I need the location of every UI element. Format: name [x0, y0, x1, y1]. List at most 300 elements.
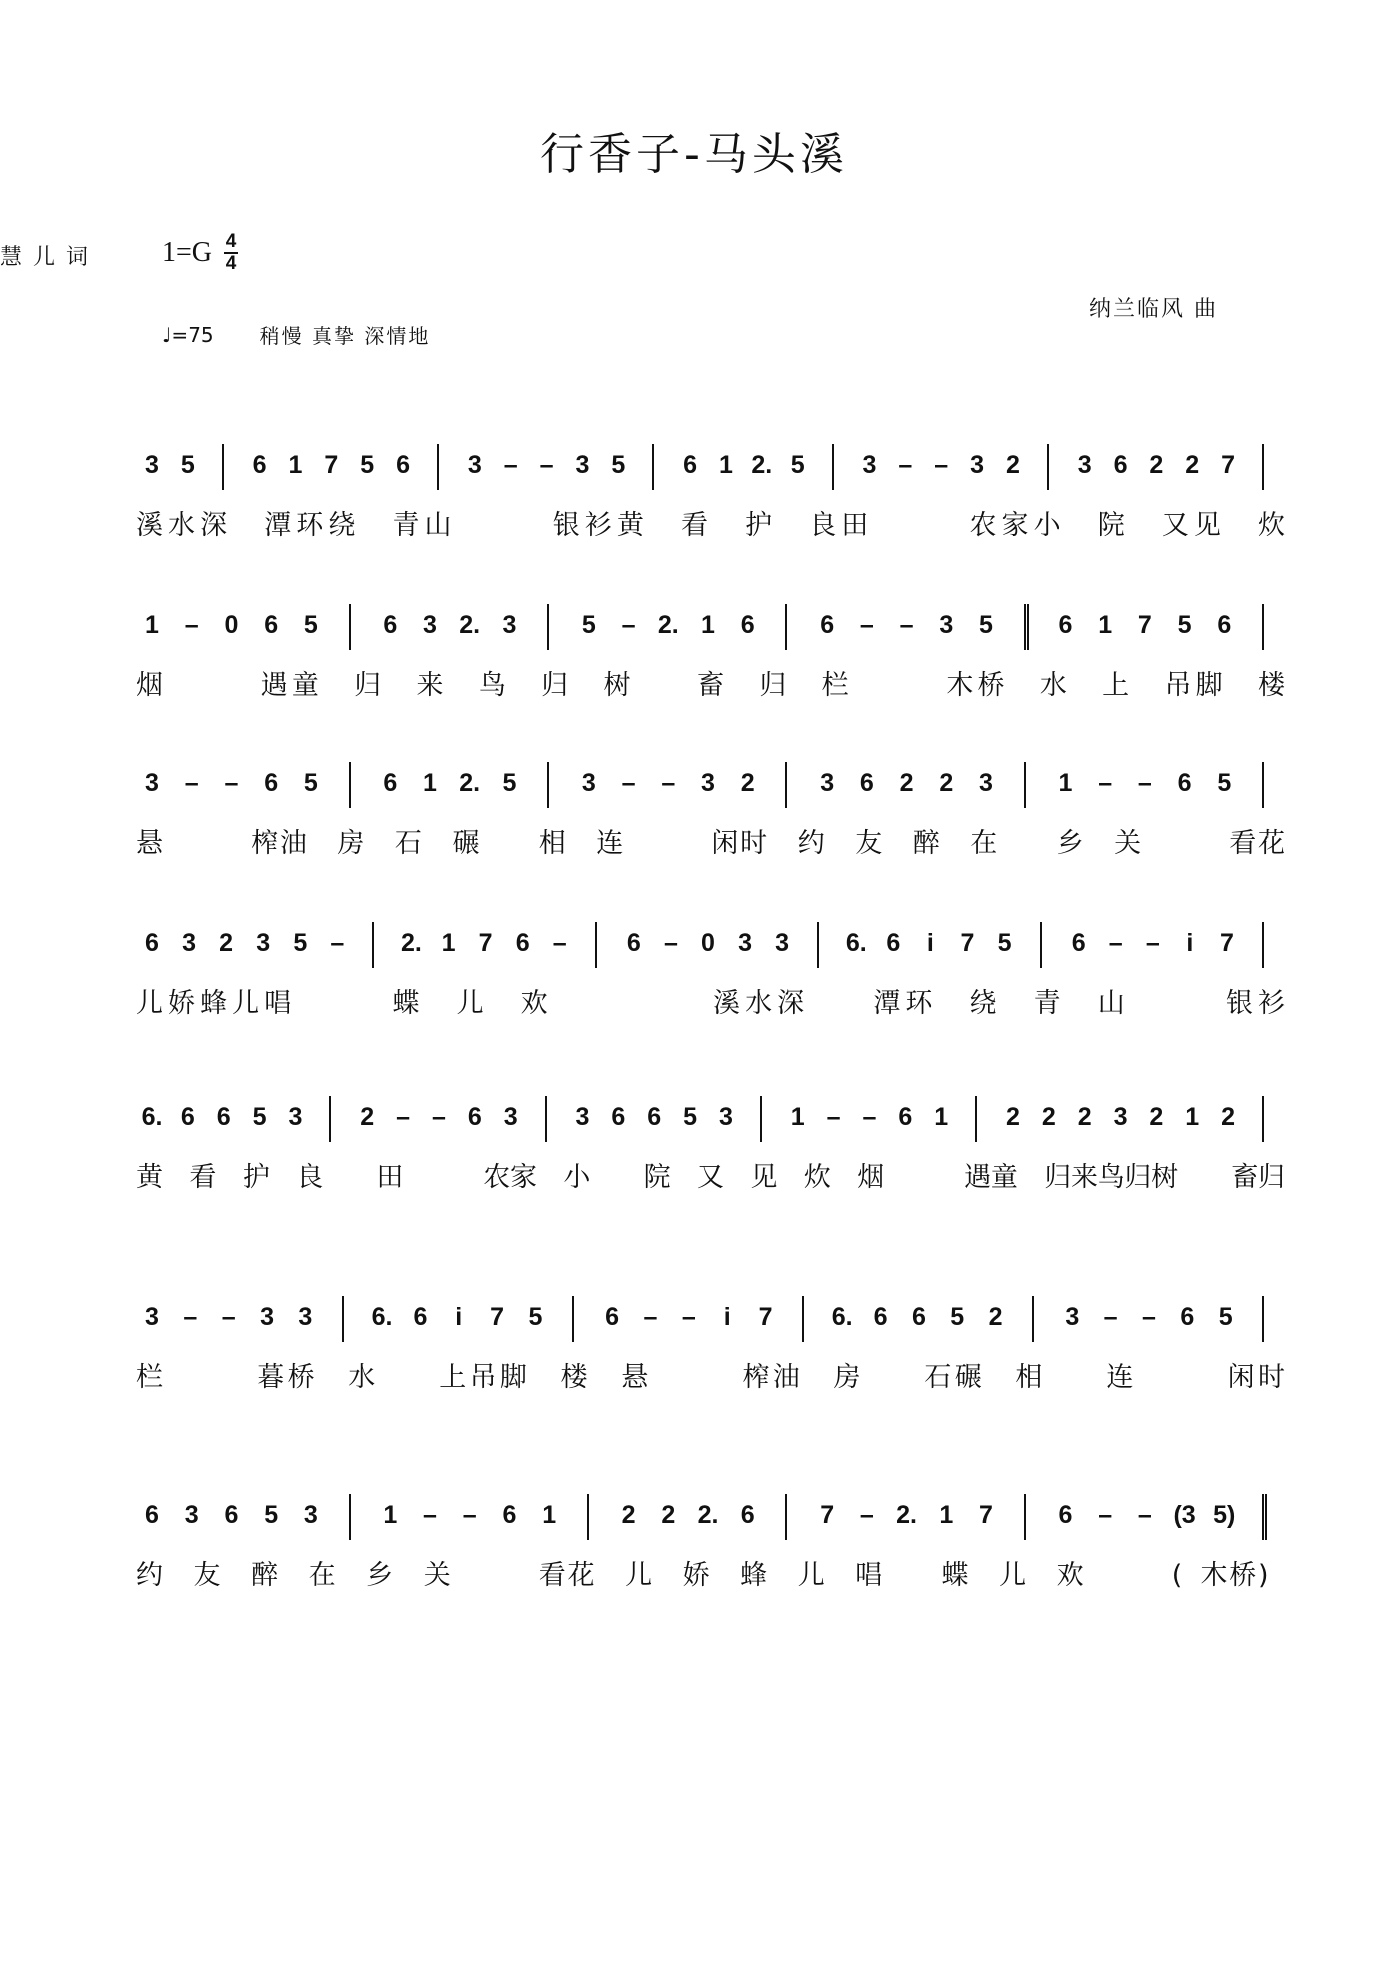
note: 5 — [264, 1501, 279, 1529]
note: 1 — [441, 929, 456, 957]
note: (3 — [1173, 1501, 1196, 1529]
note: – — [1137, 769, 1152, 797]
lyric-char: 归 — [541, 670, 569, 701]
note: 5 — [303, 769, 318, 797]
note: 6 — [145, 1501, 159, 1529]
note: 5 — [979, 611, 993, 639]
note: 2 — [1041, 1103, 1056, 1131]
lyric-char: 脚 — [1195, 670, 1223, 701]
lyric-char: 在 — [970, 828, 998, 859]
lyric-char: 水 — [168, 510, 196, 541]
note: – — [934, 451, 949, 479]
note: 6 — [264, 611, 279, 639]
note: 6 — [1180, 1303, 1195, 1331]
lyric-char: 蜂 — [200, 988, 228, 1019]
note: 5 — [360, 451, 375, 479]
lyric-char: 吊 — [1164, 670, 1192, 701]
lyric-char: 闲 — [711, 828, 739, 859]
note: – — [462, 1501, 477, 1529]
note: 6 — [911, 1303, 926, 1331]
lyrics-row — [0, 824, 1388, 868]
barline — [1040, 922, 1042, 968]
note: 3 — [575, 451, 590, 479]
note: 2 — [1005, 1103, 1020, 1131]
lyric-char: 又 — [697, 1162, 724, 1193]
lyric-char: 碾 — [954, 1362, 982, 1393]
note: 1 — [1098, 611, 1113, 639]
lyric-char: 悬 — [136, 828, 163, 859]
lyric-char: 归 — [1258, 1162, 1285, 1193]
note: 1 — [1185, 1103, 1200, 1131]
notes-row — [0, 758, 1388, 818]
lyric-char: 桥 — [977, 670, 1005, 701]
note: 1 — [718, 451, 733, 479]
note: 5 — [1217, 769, 1232, 797]
note: 2. — [751, 451, 773, 479]
lyric-char: 欢 — [520, 988, 548, 1019]
note: 6 — [1113, 451, 1128, 479]
barline — [817, 922, 819, 968]
note: 5 — [997, 929, 1012, 957]
lyric-char: 黄 — [616, 510, 644, 541]
note: – — [1098, 769, 1113, 797]
note: 1 — [1058, 769, 1073, 797]
note: 7 — [979, 1501, 993, 1529]
note: 5 — [293, 929, 308, 957]
note: 5 — [303, 611, 318, 639]
note: 3 — [820, 769, 835, 797]
lyric-char: 关 — [423, 1560, 451, 1591]
lyric-char: 护 — [242, 1162, 270, 1193]
expression-mark: 稍慢 真挚 深情地 — [259, 324, 431, 348]
lyric-char: 遇 — [260, 670, 288, 701]
note: – — [221, 1303, 236, 1331]
lyric-char: 儿 — [999, 1560, 1027, 1591]
note: 3 — [467, 451, 482, 479]
barline — [1024, 1494, 1026, 1540]
lyric-char: 花 — [567, 1560, 595, 1591]
note: 6 — [515, 929, 530, 957]
barline — [547, 762, 549, 808]
lyric-char: 烟 — [136, 670, 163, 701]
barline — [802, 1296, 804, 1342]
score-system — [0, 918, 1388, 1038]
note: 6 — [224, 1501, 239, 1529]
lyric-char: 遇 — [964, 1162, 992, 1193]
score-title: 行香子-马头溪 — [540, 129, 848, 180]
lyric-char: 娇 — [682, 1560, 710, 1591]
lyric-char: 来 — [1071, 1162, 1098, 1193]
lyric-char: 连 — [1106, 1362, 1134, 1393]
note: 3 — [979, 769, 993, 797]
barline — [349, 1494, 351, 1540]
note: 0 — [701, 929, 715, 957]
lyric-char: 深 — [200, 510, 228, 541]
note: 3 — [288, 1103, 303, 1131]
score-system — [0, 1292, 1388, 1412]
barline — [595, 922, 597, 968]
note: 3 — [738, 929, 753, 957]
lyrics-row — [0, 1358, 1388, 1402]
notes-row — [0, 1292, 1388, 1352]
note: 1 — [145, 611, 159, 639]
lyric-char: 乡 — [1056, 828, 1084, 859]
lyric-char: 蜂 — [740, 1560, 768, 1591]
lyric-char: 来 — [416, 670, 444, 701]
lyric-char: 烟 — [857, 1162, 885, 1193]
barline — [785, 604, 787, 650]
lyric-char: 山 — [1097, 988, 1125, 1019]
note: – — [899, 611, 914, 639]
lyric-char: 在 — [308, 1560, 336, 1591]
lyric-char: 院 — [1097, 510, 1125, 541]
note: 7 — [478, 929, 493, 957]
note: – — [826, 1103, 841, 1131]
lyric-char: 娇 — [168, 988, 196, 1019]
notes-row — [0, 1092, 1388, 1152]
note: 3 — [145, 451, 159, 479]
note: 2 — [661, 1501, 676, 1529]
note: 7 — [490, 1303, 505, 1331]
lyric-char: 衫 — [1258, 988, 1285, 1019]
lyric-char: 鸟 — [478, 670, 506, 701]
lyric-char: 童 — [291, 670, 319, 701]
lyric-char: 儿 — [136, 988, 163, 1019]
note: 3 — [970, 451, 984, 479]
note: 6 — [1058, 611, 1073, 639]
barline — [545, 1096, 547, 1142]
note: 6. — [845, 929, 867, 957]
lyric-char: 银 — [1225, 988, 1253, 1019]
lyric-char: 吊 — [469, 1362, 497, 1393]
lyric-char: 闲 — [1227, 1362, 1255, 1393]
note: 3 — [145, 1303, 159, 1331]
note: 6 — [611, 1103, 626, 1131]
note: 6. — [371, 1303, 393, 1331]
notes-row — [0, 600, 1388, 660]
note: 7 — [1137, 611, 1152, 639]
barline — [1047, 444, 1049, 490]
note: – — [862, 1103, 877, 1131]
note: 7 — [1221, 451, 1236, 479]
note: 6 — [180, 1103, 195, 1131]
note: 6 — [145, 929, 159, 957]
lyric-char: 儿 — [797, 1560, 825, 1591]
note: 6 — [740, 611, 755, 639]
note: 1 — [542, 1501, 557, 1529]
notes-row — [0, 440, 1388, 500]
score-system — [0, 1092, 1388, 1212]
note: 3 — [939, 611, 954, 639]
lyric-char: 相 — [538, 828, 566, 859]
note: – — [1142, 1303, 1156, 1331]
lyric-char: 油 — [772, 1362, 800, 1393]
lyric-char: 见 — [1193, 510, 1221, 541]
lyric-char: 青 — [392, 510, 420, 541]
lyric-char: 唱 — [855, 1560, 883, 1591]
note: 6 — [859, 769, 874, 797]
lyric-char: 约 — [797, 828, 825, 859]
note: 1 — [288, 451, 303, 479]
tempo-marking — [162, 320, 430, 349]
lyric-char: 深 — [777, 988, 805, 1019]
note: – — [184, 611, 199, 639]
note: 2 — [1005, 451, 1020, 479]
note: 2 — [899, 769, 914, 797]
lyric-char: 榨 — [742, 1362, 770, 1393]
barline — [572, 1296, 574, 1342]
lyric-char: 关 — [1114, 828, 1142, 859]
barline — [785, 762, 787, 808]
lyric-char: 相 — [1015, 1362, 1043, 1393]
note: 3 — [303, 1501, 318, 1529]
note: 2 — [360, 1103, 375, 1131]
key-label: 1=G — [162, 237, 213, 268]
lyric-char: 友 — [193, 1560, 221, 1591]
lyric-char: 桥 — [1229, 1560, 1257, 1591]
note: – — [621, 769, 636, 797]
note: 2 — [621, 1501, 636, 1529]
barline — [372, 922, 374, 968]
note: 5 — [180, 451, 195, 479]
note: 6 — [886, 929, 901, 957]
note: 3 — [298, 1303, 313, 1331]
note: 6 — [252, 451, 267, 479]
note: 6 — [626, 929, 641, 957]
lyric-char: 归 — [1044, 1162, 1072, 1193]
lyric-char: 家 — [1001, 510, 1029, 541]
lyric-char: 水 — [348, 1362, 376, 1393]
note: 3 — [1065, 1303, 1080, 1331]
score-system — [0, 600, 1388, 720]
note: – — [859, 1501, 874, 1529]
note: – — [423, 1501, 437, 1529]
note: 2 — [1077, 1103, 1092, 1131]
repeat-barline — [1024, 604, 1035, 650]
note: – — [330, 929, 345, 957]
note: 5 — [790, 451, 805, 479]
note: 2. — [657, 611, 679, 639]
note: 6 — [873, 1303, 888, 1331]
lyric-char: 醉 — [912, 828, 940, 859]
lyric-char: 潭 — [264, 510, 292, 541]
barline — [832, 444, 834, 490]
note: – — [621, 611, 636, 639]
note: 1 — [383, 1501, 398, 1529]
lyric-char: 看 — [680, 510, 708, 541]
lyric-char: 水 — [1039, 670, 1067, 701]
note: 7 — [820, 1501, 835, 1529]
note: 3 — [503, 1103, 518, 1131]
note: 5 — [611, 451, 626, 479]
lyric-char: 家 — [510, 1162, 537, 1193]
note: 6. — [141, 1103, 163, 1131]
note: – — [1103, 1303, 1118, 1331]
lyric-char: 树 — [603, 670, 631, 701]
note: i — [1186, 929, 1194, 957]
note: 3 — [502, 611, 517, 639]
lyric-char: 房 — [833, 1362, 861, 1393]
note: 1 — [790, 1103, 805, 1131]
lyric-char: 绕 — [328, 510, 356, 541]
note: 2 — [939, 769, 954, 797]
lyric-char: 木 — [946, 670, 974, 701]
lyric-char: 栏 — [136, 1362, 163, 1393]
lyric-char: 唱 — [264, 988, 292, 1019]
lyric-char: 楼 — [1258, 670, 1285, 701]
score-system — [0, 440, 1388, 560]
lyric-char: 水 — [745, 988, 773, 1019]
lyric-char: 畜 — [697, 670, 724, 701]
lyric-char: 看 — [1229, 828, 1257, 859]
lyric-char: 归 — [759, 670, 787, 701]
lyric-char: 上 — [439, 1362, 467, 1393]
note: 1 — [423, 769, 437, 797]
lyrics-row — [0, 1158, 1388, 1202]
lyrics-row — [0, 1556, 1388, 1600]
tempo-bpm: ♩=75 — [162, 322, 214, 347]
note: 6 — [413, 1303, 428, 1331]
note: 7 — [960, 929, 975, 957]
repeat-barline — [1262, 1494, 1273, 1540]
barline — [1262, 1096, 1264, 1142]
lyric-char: 小 — [563, 1162, 591, 1193]
lyric-char: 房 — [337, 828, 365, 859]
lyric-char: 鸟 — [1097, 1162, 1125, 1193]
lyric-char: 护 — [745, 510, 773, 541]
lyric-char: 脚 — [499, 1362, 527, 1393]
note: – — [898, 451, 913, 479]
note: 3 — [718, 1103, 733, 1131]
lyric-char: 油 — [279, 828, 307, 859]
note: 2 — [219, 929, 234, 957]
lyric-char: 醉 — [251, 1560, 279, 1591]
note: 6 — [502, 1501, 517, 1529]
lyric-char: 连 — [596, 828, 624, 859]
note: – — [1145, 929, 1160, 957]
lyric-char: 树 — [1151, 1162, 1179, 1193]
lyric-char: 畜 — [1231, 1162, 1259, 1193]
lyric-char: 良 — [809, 510, 837, 541]
lyric-char: 黄 — [136, 1162, 163, 1193]
note: 6 — [1177, 769, 1192, 797]
lyrics-row — [0, 666, 1388, 710]
lyrics-row — [0, 984, 1388, 1028]
lyric-char: 约 — [136, 1560, 163, 1591]
note: 1 — [939, 1501, 954, 1529]
lyric-char: 石 — [394, 828, 422, 859]
lyric-char: 田 — [376, 1162, 404, 1193]
note: 5 — [1177, 611, 1192, 639]
lyric-char: 上 — [1102, 670, 1130, 701]
lyric-char: 儿 — [625, 1560, 653, 1591]
time-top: 4 — [225, 231, 237, 252]
note: 5 — [581, 611, 596, 639]
lyric-char: 楼 — [560, 1362, 588, 1393]
note: 3 — [575, 1103, 590, 1131]
note: i — [723, 1303, 731, 1331]
lyric-char: 欢 — [1056, 1560, 1084, 1591]
lyric-char: 农 — [969, 510, 997, 541]
note: 6 — [383, 611, 398, 639]
lyric-char: 归 — [354, 670, 382, 701]
barline — [349, 604, 351, 650]
score-system — [0, 758, 1388, 878]
note: 3 — [256, 929, 271, 957]
lyric-char: 小 — [1033, 510, 1061, 541]
note: – — [681, 1303, 696, 1331]
lyric-char: 桥 — [287, 1362, 315, 1393]
notes-row — [0, 1490, 1388, 1550]
note: – — [539, 451, 554, 479]
lyric-char: 乡 — [366, 1560, 394, 1591]
barline — [1032, 1296, 1034, 1342]
note: 3 — [182, 929, 197, 957]
note: 3 — [862, 451, 877, 479]
note: 5 — [1218, 1303, 1233, 1331]
note: 5 — [502, 769, 517, 797]
note: 2 — [1149, 451, 1164, 479]
barline — [1262, 604, 1264, 650]
lyric-char: 绕 — [969, 988, 997, 1019]
barline — [785, 1494, 787, 1540]
barline — [760, 1096, 762, 1142]
note: 5 — [683, 1103, 698, 1131]
lyric-char: 碾 — [452, 828, 480, 859]
lyric-char: 暮 — [257, 1362, 285, 1393]
lyric-char: 环 — [905, 988, 933, 1019]
note: 6 — [1071, 929, 1086, 957]
lyric-char: 院 — [643, 1162, 671, 1193]
lyric-char: 看 — [538, 1560, 566, 1591]
note: 3 — [423, 611, 437, 639]
lyric-char: 银 — [552, 510, 580, 541]
note: 3 — [1113, 1103, 1128, 1131]
lyric-char: 田 — [841, 510, 869, 541]
lyric-char: 良 — [296, 1162, 324, 1193]
lyric-char: 溪 — [136, 510, 163, 541]
note: 6 — [740, 1501, 755, 1529]
lyric-char: 青 — [1033, 988, 1061, 1019]
note: 6 — [898, 1103, 913, 1131]
barline — [547, 604, 549, 650]
barline — [437, 444, 439, 490]
note: 2. — [896, 1501, 917, 1529]
note: – — [183, 1303, 198, 1331]
note: 6 — [467, 1103, 482, 1131]
barline — [1262, 922, 1264, 968]
lyric-char: 蝶 — [392, 988, 420, 1019]
note: 5 — [528, 1303, 543, 1331]
lyric-char: ) — [1258, 1560, 1269, 1591]
time-bottom: 4 — [225, 253, 237, 274]
note: 7 — [324, 451, 339, 479]
lyric-char: ( — [1171, 1560, 1183, 1591]
note: 2. — [697, 1501, 719, 1529]
note: 3 — [581, 769, 596, 797]
barline — [1262, 444, 1264, 490]
note: – — [503, 451, 518, 479]
lyric-char: 儿 — [232, 988, 260, 1019]
barline — [222, 444, 224, 490]
lyric-char: 农 — [483, 1162, 511, 1193]
note: 6 — [683, 451, 698, 479]
note: 0 — [224, 611, 239, 639]
lyric-char: 山 — [424, 510, 452, 541]
note: 2. — [401, 929, 422, 957]
note: 6 — [647, 1103, 662, 1131]
lyric-char: 时 — [1258, 1362, 1285, 1393]
